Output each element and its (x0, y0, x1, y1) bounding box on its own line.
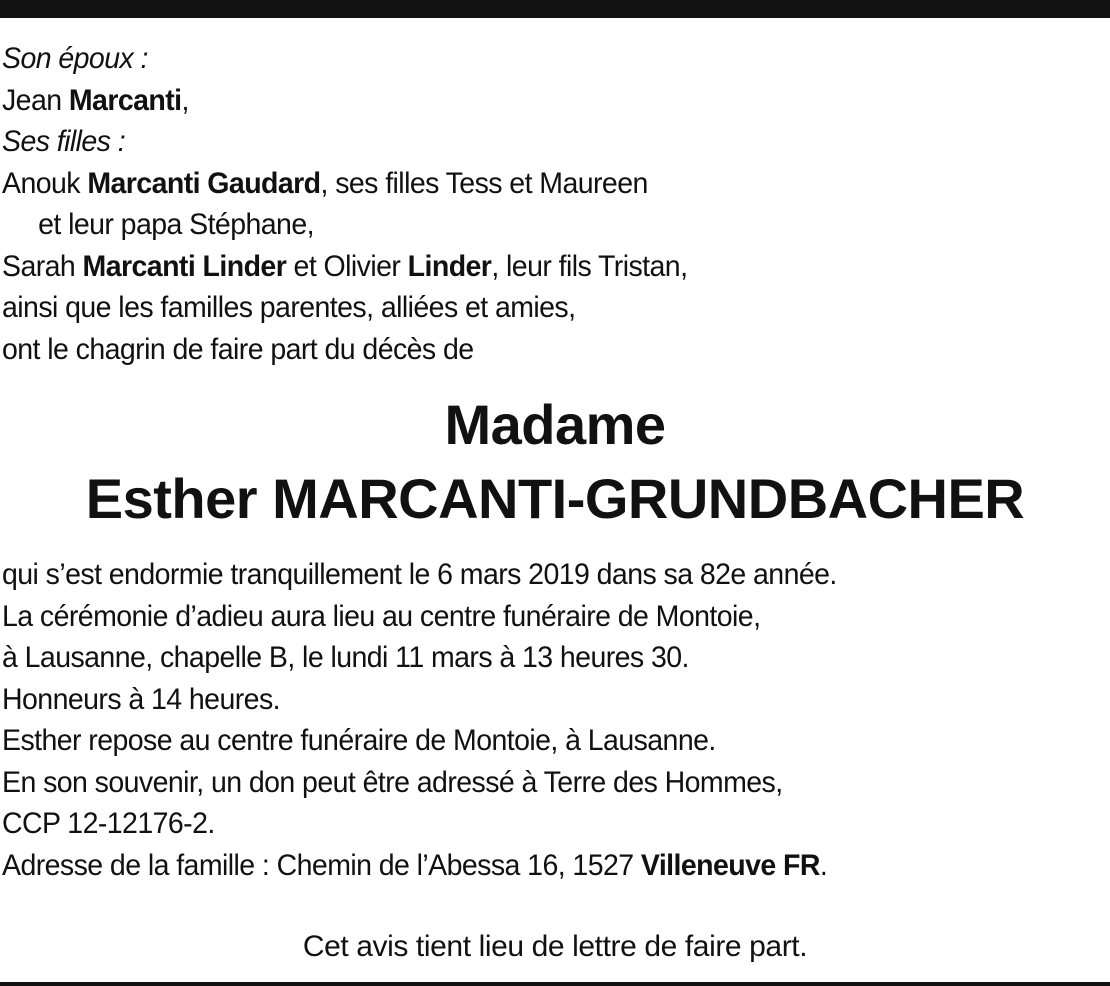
details-line-5: Esther repose au centre funéraire de Montoie, à Lausanne. (2, 724, 716, 757)
daughter1-line (2, 163, 1047, 205)
daughter2-spouse-last-name: Linder (407, 249, 492, 283)
details-section (2, 554, 1047, 886)
family-address-line (2, 845, 1047, 887)
details-line-7: CCP 12-12176-2. (2, 807, 215, 840)
bottom-border-rule (0, 982, 1110, 986)
details-line-3: à Lausanne, chapelle B, le lundi 11 mars à 13 heures 30. (2, 641, 689, 674)
address-suffix: . (819, 848, 828, 882)
daughters-label: Ses filles : (2, 125, 126, 158)
daughter1-first-name: Anouk (2, 166, 88, 200)
address-prefix: Adresse de la famille : Chemin de l’Abessa 16, 1527 (2, 848, 641, 882)
closing-note: Cet avis tient lieu de lettre de faire part. (302, 930, 808, 963)
deceased-name-block (0, 388, 1110, 536)
daughter1-last-name: Marcanti Gaudard (87, 166, 321, 200)
spouse-first-name: Jean (2, 83, 69, 117)
family-section (2, 38, 1047, 370)
spouse-label: Son époux : (2, 42, 148, 75)
details-line-6: En son souvenir, un don peut être adressé à Terre des Hommes, (2, 765, 783, 799)
deceased-title: Madame (444, 393, 666, 456)
spouse-punctuation: , (181, 83, 189, 117)
top-border-rule (0, 0, 1110, 18)
daughter2-middle: et Olivier (286, 249, 408, 283)
spouse-line (2, 80, 1047, 122)
daughter2-last-name: Marcanti Linder (82, 249, 287, 283)
daughter1-continuation-line: et leur papa Stéphane, (38, 208, 314, 241)
details-line-4: Honneurs à 14 heures. (2, 682, 280, 716)
daughter2-line (2, 246, 1047, 288)
spouse-label-line (2, 38, 1047, 80)
daughter1-rest: , ses filles Tess et Maureen (320, 166, 648, 200)
daughter2-first-name: Sarah (2, 249, 83, 283)
daughters-label-line (2, 121, 1047, 163)
details-line-1: qui s’est endormie tranquillement le 6 mars 2019 dans sa 82e année. (2, 558, 837, 591)
address-town: Villeneuve FR (640, 848, 820, 882)
daughter2-rest: , leur fils Tristan, (491, 249, 688, 283)
details-line-2: La cérémonie d’adieu aura lieu au centre funéraire de Montoie, (2, 599, 761, 633)
deceased-name: Esther MARCANTI-GRUNDBACHER (85, 467, 1025, 530)
spouse-last-name: Marcanti (68, 83, 182, 117)
relatives-line: ainsi que les familles parentes, alliées et amies, (2, 291, 576, 324)
announcement-line: ont le chagrin de faire part du décès de (2, 332, 474, 366)
